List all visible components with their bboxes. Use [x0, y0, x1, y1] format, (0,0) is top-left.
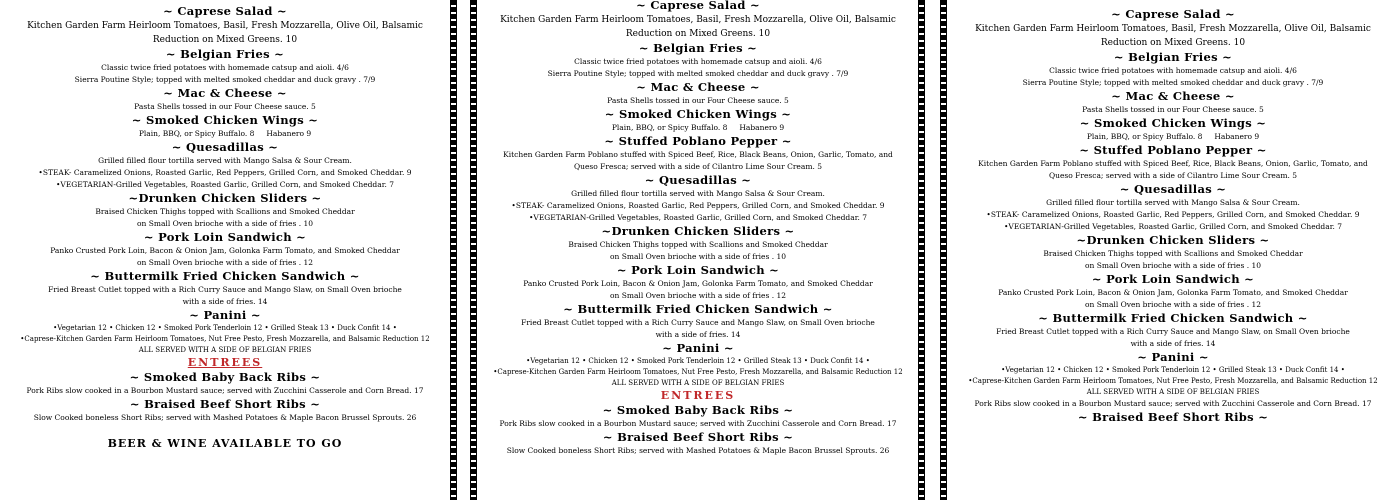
- menu-page-center: [470, 0, 930, 500]
- caprese-desc: Kitchen Garden Farm Heirloom Tomatoes, Basil, Fresh Mozzarella, Olive Oil, Balsamic Reduction on Mixed Greens. 10: [500, 15, 896, 39]
- panini-desc: •Vegetarian 12 • Chicken 12 • Smoked Pork Tenderloin 12 • Grilled Steak 13 • Duck Confit 14 • •Caprese-Kitchen Garden Farm Heirloom Tomatoes, Nut Free Pesto, Fresh Mozzarella, and Balsamic Reduction 12 ALL SERVED WITH A SIDE OF BELGIAN FRIES: [493, 357, 903, 387]
- ribs-title: ~ Smoked Baby Back Ribs ~: [602, 403, 794, 417]
- buttermilk-desc: Fried Breast Cutlet topped with a Rich Curry Sauce and Mango Slaw, on Small Oven brioche with a side of fries. 14: [48, 285, 402, 306]
- decorative-border: [940, 0, 947, 500]
- wings-title: ~ Smoked Chicken Wings ~: [604, 107, 792, 121]
- buttermilk-title: ~ Buttermilk Fried Chicken Sandwich ~: [1038, 311, 1308, 325]
- fries-desc: Classic twice fried potatoes with homemade catsup and aioli. 4/6 Sierra Poutine Style; topped with melted smoked cheddar and duck gravy . 7/9: [1022, 66, 1324, 87]
- caprese-desc: Kitchen Garden Farm Heirloom Tomatoes, Basil, Fresh Mozzarella, Olive Oil, Balsamic Reduction on Mixed Greens. 10: [975, 24, 1371, 48]
- poblano-title: ~ Stuffed Poblano Pepper ~: [1079, 143, 1267, 157]
- mac-title: ~ Mac & Cheese ~: [163, 86, 287, 100]
- footer-note: BEER & WINE AVAILABLE TO GO: [107, 437, 343, 450]
- caprese-title: ~ Caprese Salad ~: [163, 4, 287, 18]
- caprese-desc: Kitchen Garden Farm Heirloom Tomatoes, Basil, Fresh Mozzarella, Olive Oil, Balsamic Reduction on Mixed Greens. 10: [27, 21, 423, 45]
- caprese-title: ~ Caprese Salad ~: [1111, 7, 1235, 21]
- mac-desc: Pasta Shells tossed in our Four Cheese sauce. 5: [607, 96, 789, 105]
- pork-title: ~ Pork Loin Sandwich ~: [616, 263, 780, 277]
- wings-desc: Plain, BBQ, or Spicy Buffalo. 8 Habanero 9: [138, 129, 312, 138]
- pork-desc: Panko Crusted Pork Loin, Bacon & Onion Jam, Golonka Farm Tomato, and Smoked Cheddar on Small Oven brioche with a side of fries . 12: [998, 288, 1348, 309]
- menu-page-right: [940, 0, 1400, 500]
- poblano-title: ~ Stuffed Poblano Pepper ~: [604, 134, 792, 148]
- sliders-desc: Braised Chicken Thighs topped with Scallions and Smoked Cheddar on Small Oven brioche with a side of fries . 10: [568, 240, 828, 261]
- decorative-border: [450, 0, 457, 500]
- mac-title: ~ Mac & Cheese ~: [636, 80, 760, 94]
- mac-desc: Pasta Shells tossed in our Four Cheese sauce. 5: [134, 102, 316, 111]
- sliders-title: ~Drunken Chicken Sliders ~: [601, 224, 795, 238]
- quesadillas-desc: Grilled filled flour tortilla served with Mango Salsa & Sour Cream. •STEAK- Caramelized Onions, Roasted Garlic, Red Peppers, Grilled Corn, and Smoked Cheddar. 9 •VEGETARIAN-Grilled Vegetables, Roasted Garlic, Grilled Corn, and Smoked Cheddar. 7: [511, 189, 885, 222]
- wings-title: ~ Smoked Chicken Wings ~: [131, 113, 319, 127]
- shortribs-title: ~ Braised Beef Short Ribs ~: [1077, 410, 1269, 424]
- entrees-heading: ENTREES: [660, 389, 736, 402]
- quesadillas-title: ~ Quesadillas ~: [171, 140, 279, 154]
- shortribs-title: ~ Braised Beef Short Ribs ~: [602, 430, 794, 444]
- sliders-title: ~Drunken Chicken Sliders ~: [1076, 233, 1270, 247]
- quesadillas-desc: Grilled filled flour tortilla served with Mango Salsa & Sour Cream. •STEAK- Caramelized Onions, Roasted Garlic, Red Peppers, Grilled Corn, and Smoked Cheddar. 9 •VEGETARIAN-Grilled Vegetables, Roasted Garlic, Grilled Corn, and Smoked Cheddar. 7: [38, 156, 412, 189]
- fries-title: ~ Belgian Fries ~: [165, 47, 285, 61]
- wings-desc: Plain, BBQ, or Spicy Buffalo. 8 Habanero 9: [1086, 132, 1260, 141]
- poblano-desc: Kitchen Garden Farm Poblano stuffed with Spiced Beef, Rice, Black Beans, Onion, Garlic, Tomato, and Queso Fresca; served with a side of Cilantro Lime Sour Cream. 5: [503, 150, 893, 171]
- panini-title: ~ Panini ~: [1137, 350, 1209, 364]
- pork-title: ~ Pork Loin Sandwich ~: [143, 230, 307, 244]
- wings-desc: Plain, BBQ, or Spicy Buffalo. 8 Habanero 9: [611, 123, 785, 132]
- sliders-desc: Braised Chicken Thighs topped with Scallions and Smoked Cheddar on Small Oven brioche with a side of fries . 10: [95, 207, 355, 228]
- poblano-desc: Kitchen Garden Farm Poblano stuffed with Spiced Beef, Rice, Black Beans, Onion, Garlic, Tomato, and Queso Fresca; served with a side of Cilantro Lime Sour Cream. 5: [978, 159, 1368, 180]
- entrees-heading: ENTREES: [187, 356, 263, 369]
- buttermilk-desc: Fried Breast Cutlet topped with a Rich Curry Sauce and Mango Slaw, on Small Oven brioche with a side of fries. 14: [521, 318, 875, 339]
- panini-title: ~ Panini ~: [662, 341, 734, 355]
- decorative-border: [918, 0, 925, 500]
- fries-desc: Classic twice fried potatoes with homemade catsup and aioli. 4/6 Sierra Poutine Style; topped with melted smoked cheddar and duck gravy . 7/9: [74, 63, 376, 84]
- shortribs-title: ~ Braised Beef Short Ribs ~: [129, 397, 321, 411]
- quesadillas-title: ~ Quesadillas ~: [1119, 182, 1227, 196]
- pork-title: ~ Pork Loin Sandwich ~: [1091, 272, 1255, 286]
- panini-title: ~ Panini ~: [189, 308, 261, 322]
- ribs-desc: Pork Ribs slow cooked in a Bourbon Mustard sauce; served with Zucchini Casserole and Corn Bread. 17: [26, 386, 424, 395]
- buttermilk-title: ~ Buttermilk Fried Chicken Sandwich ~: [563, 302, 833, 316]
- panini-desc: •Vegetarian 12 • Chicken 12 • Smoked Pork Tenderloin 12 • Grilled Steak 13 • Duck Confit 14 • •Caprese-Kitchen Garden Farm Heirloom Tomatoes, Nut Free Pesto, Fresh Mozzarella, and Balsamic Reduction 12 ALL SERVED WITH A SIDE OF BELGIAN FRIES: [20, 324, 430, 354]
- buttermilk-desc: Fried Breast Cutlet topped with a Rich Curry Sauce and Mango Slaw, on Small Oven brioche with a side of fries. 14: [996, 327, 1350, 348]
- fries-desc: Classic twice fried potatoes with homemade catsup and aioli. 4/6 Sierra Poutine Style; topped with melted smoked cheddar and duck gravy . 7/9: [547, 57, 849, 78]
- mac-title: ~ Mac & Cheese ~: [1111, 89, 1235, 103]
- pork-desc: Panko Crusted Pork Loin, Bacon & Onion Jam, Golonka Farm Tomato, and Smoked Cheddar on Small Oven brioche with a side of fries . 12: [50, 246, 400, 267]
- pork-desc: Panko Crusted Pork Loin, Bacon & Onion Jam, Golonka Farm Tomato, and Smoked Cheddar on Small Oven brioche with a side of fries . 12: [523, 279, 873, 300]
- fries-title: ~ Belgian Fries ~: [1113, 50, 1233, 64]
- buttermilk-title: ~ Buttermilk Fried Chicken Sandwich ~: [90, 269, 360, 283]
- caprese-title: ~ Caprese Salad ~: [636, 0, 760, 12]
- wings-title: ~ Smoked Chicken Wings ~: [1079, 116, 1267, 130]
- panini-desc: •Vegetarian 12 • Chicken 12 • Smoked Pork Tenderloin 12 • Grilled Steak 13 • Duck Confit 14 • •Caprese-Kitchen Garden Farm Heirloom Tomatoes, Nut Free Pesto, Fresh Mozzarella, and Balsamic Reduction 12 ALL SERVED WITH A SIDE OF BELGIAN FRIES: [968, 366, 1378, 396]
- fries-title: ~ Belgian Fries ~: [638, 41, 758, 55]
- quesadillas-title: ~ Quesadillas ~: [644, 173, 752, 187]
- ribs-desc: Pork Ribs slow cooked in a Bourbon Mustard sauce; served with Zucchini Casserole and Corn Bread. 17: [499, 419, 897, 428]
- decorative-border: [470, 0, 477, 500]
- sliders-desc: Braised Chicken Thighs topped with Scallions and Smoked Cheddar on Small Oven brioche with a side of fries . 10: [1043, 249, 1303, 270]
- quesadillas-desc: Grilled filled flour tortilla served with Mango Salsa & Sour Cream. •STEAK- Caramelized Onions, Roasted Garlic, Red Peppers, Grilled Corn, and Smoked Cheddar. 9 •VEGETARIAN-Grilled Vegetables, Roasted Garlic, Grilled Corn, and Smoked Cheddar. 7: [986, 198, 1360, 231]
- ribs-desc: Pork Ribs slow cooked in a Bourbon Mustard sauce; served with Zucchini Casserole and Corn Bread. 17: [974, 399, 1372, 408]
- shortribs-desc: Slow Cooked boneless Short Ribs; served with Mashed Potatoes & Maple Bacon Brussel Sprouts. 26: [506, 446, 890, 455]
- sliders-title: ~Drunken Chicken Sliders ~: [128, 191, 322, 205]
- mac-desc: Pasta Shells tossed in our Four Cheese sauce. 5: [1082, 105, 1264, 114]
- shortribs-desc: Slow Cooked boneless Short Ribs; served with Mashed Potatoes & Maple Bacon Brussel Sprouts. 26: [33, 413, 417, 422]
- ribs-title: ~ Smoked Baby Back Ribs ~: [129, 370, 321, 384]
- menu-page-left: [0, 0, 460, 500]
